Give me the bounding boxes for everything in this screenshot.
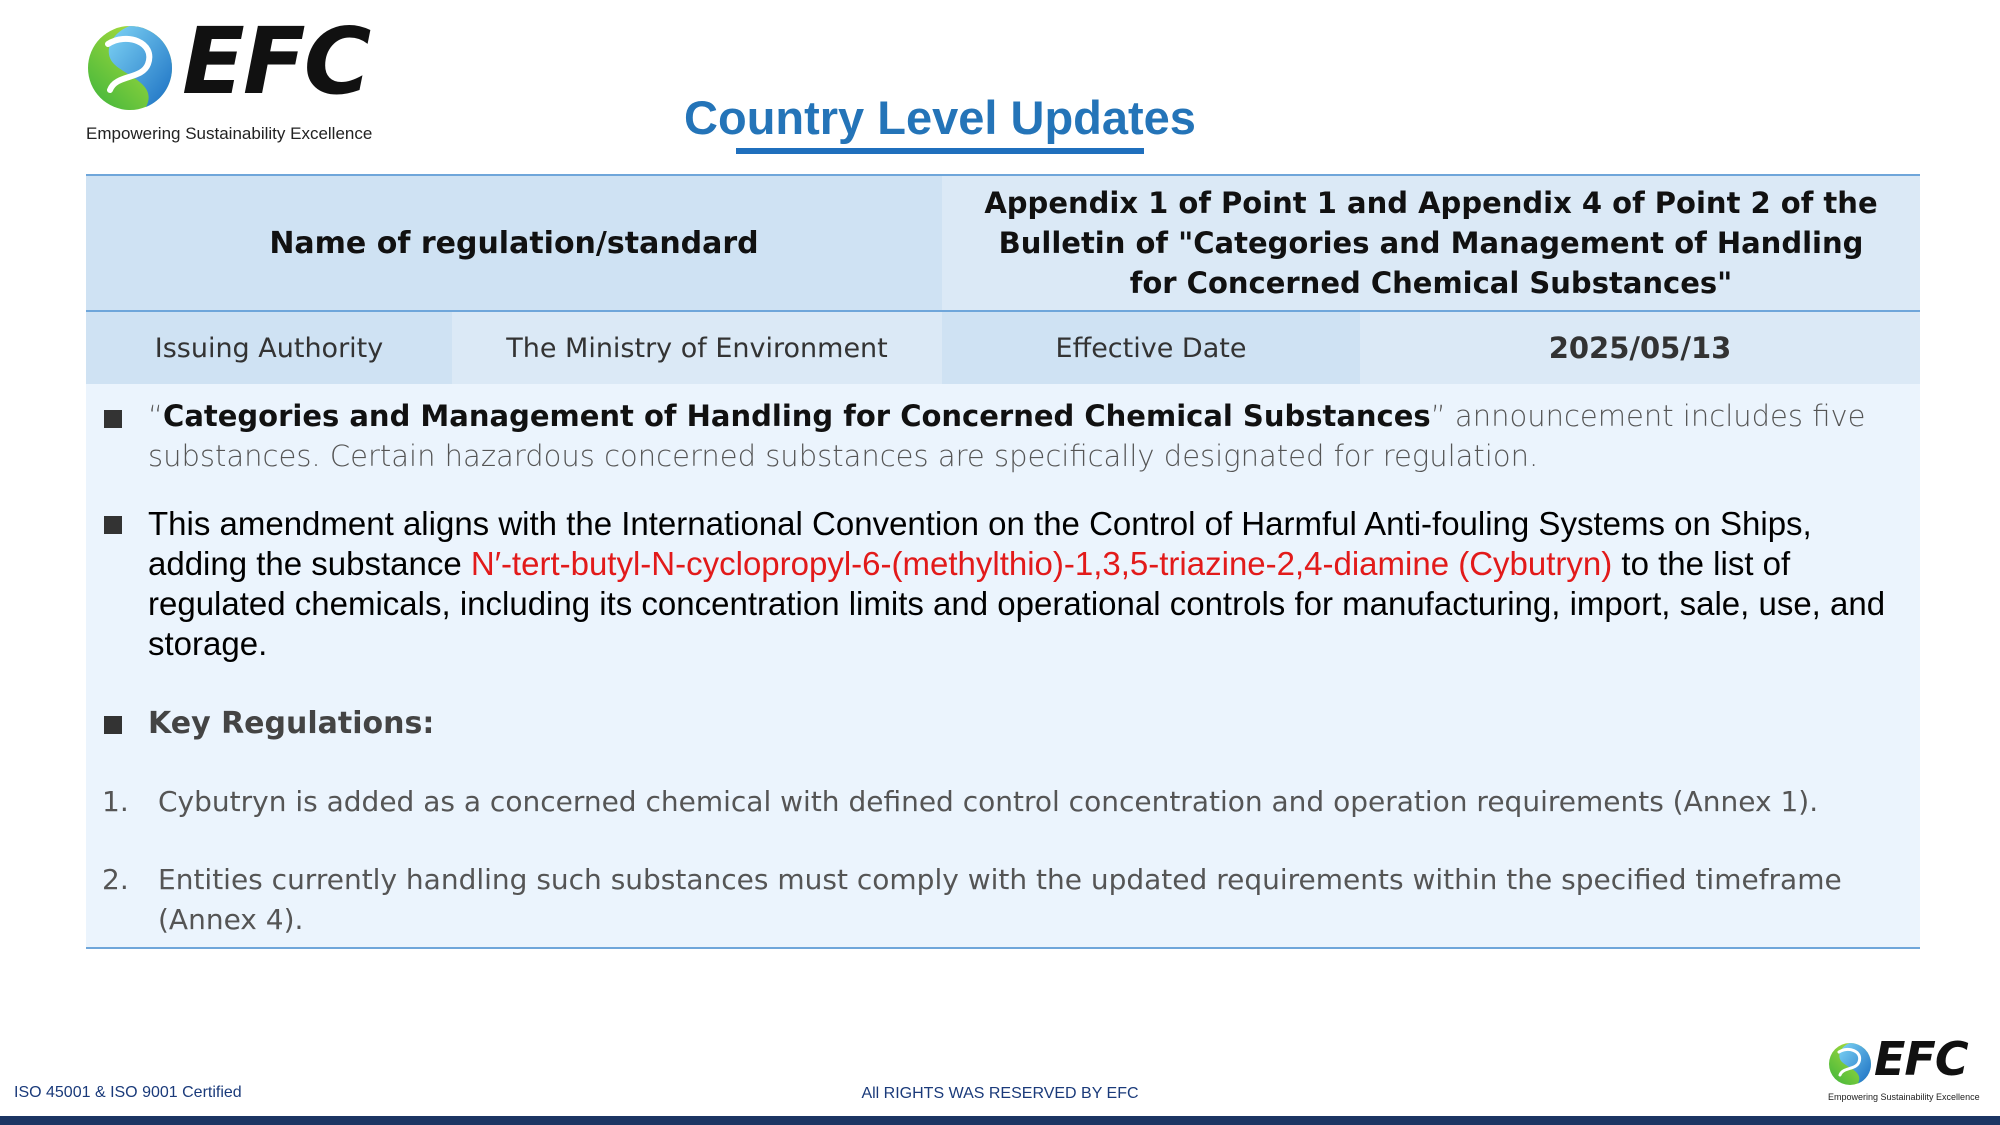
logo-tagline: Empowering Sustainability Excellence	[1828, 1092, 1980, 1102]
table-row-name	[86, 176, 1920, 312]
list-item: Entities currently handling such substances must comply with the updated requirements within the specified timeframe (Annex 4).	[158, 863, 1842, 936]
issuing-authority-value: The Ministry of Environment	[452, 312, 942, 384]
efc-swoosh-icon	[1828, 1042, 1872, 1086]
name-label: Name of regulation/standard	[86, 176, 942, 310]
announcement-title: Categories and Management of Handling for Concerned Chemical Substances	[163, 399, 1431, 433]
title-underline	[736, 148, 1144, 154]
logo-tagline: Empowering Sustainability Excellence	[86, 124, 373, 143]
announcement-text: ” announcement includes five substances. Certain hazardous concerned substances are specifically designated for regulation.	[148, 399, 1866, 473]
table-row-authority	[86, 312, 1920, 384]
footer-certification: ISO 45001 & ISO 9001 Certified	[14, 1084, 242, 1101]
regulation-table	[86, 174, 1920, 949]
open-quote: “	[148, 399, 164, 433]
footer-bar	[0, 1116, 2000, 1125]
square-bullet-icon	[104, 516, 122, 534]
efc-logo-small	[1828, 1032, 1988, 1106]
list-item: Cybutryn is added as a concerned chemical with defined control concentration and operation requirements (Annex 1).	[158, 785, 1819, 818]
substance-name: N′-tert-butyl-N-cyclopropyl-6-(methylthio)-1,3,5-triazine-2,4-diamine (Cybutryn)	[470, 545, 1613, 582]
page-title: Country Level Updates	[684, 91, 1196, 144]
logo-wordmark: EFC	[182, 8, 370, 115]
effective-date-value: 2025/05/13	[1360, 312, 1920, 384]
amendment-text-start: This amendment aligns with the International Convention on the Control of Harmful Anti-fouling Systems on Ships, adding the substance	[148, 505, 1812, 582]
effective-date-label: Effective Date	[942, 312, 1360, 384]
list-item-number: 2.	[102, 863, 129, 896]
issuing-authority-label: Issuing Authority	[86, 312, 452, 384]
amendment-text-end: to the list of regulated chemicals, including its concentration limits and operational controls for manufacturing, import, sale, use, and storage.	[148, 545, 1886, 662]
regulation-name: Appendix 1 of Point 1 and Appendix 4 of Point 2 of the Bulletin of "Categories and Management of Handling for Concerned Chemical Substances"	[942, 176, 1920, 310]
paragraph-announcement	[148, 396, 1908, 476]
list-item-number: 1.	[102, 785, 129, 818]
square-bullet-icon	[104, 716, 122, 734]
logo-wordmark: EFC	[1874, 1032, 1968, 1086]
square-bullet-icon	[104, 410, 122, 428]
key-regulations-heading: Key Regulations:	[148, 706, 435, 741]
content-area	[86, 384, 1920, 949]
paragraph-amendment	[148, 504, 1908, 664]
footer-rights: All RIGHTS WAS RESERVED BY EFC	[861, 1085, 1139, 1102]
